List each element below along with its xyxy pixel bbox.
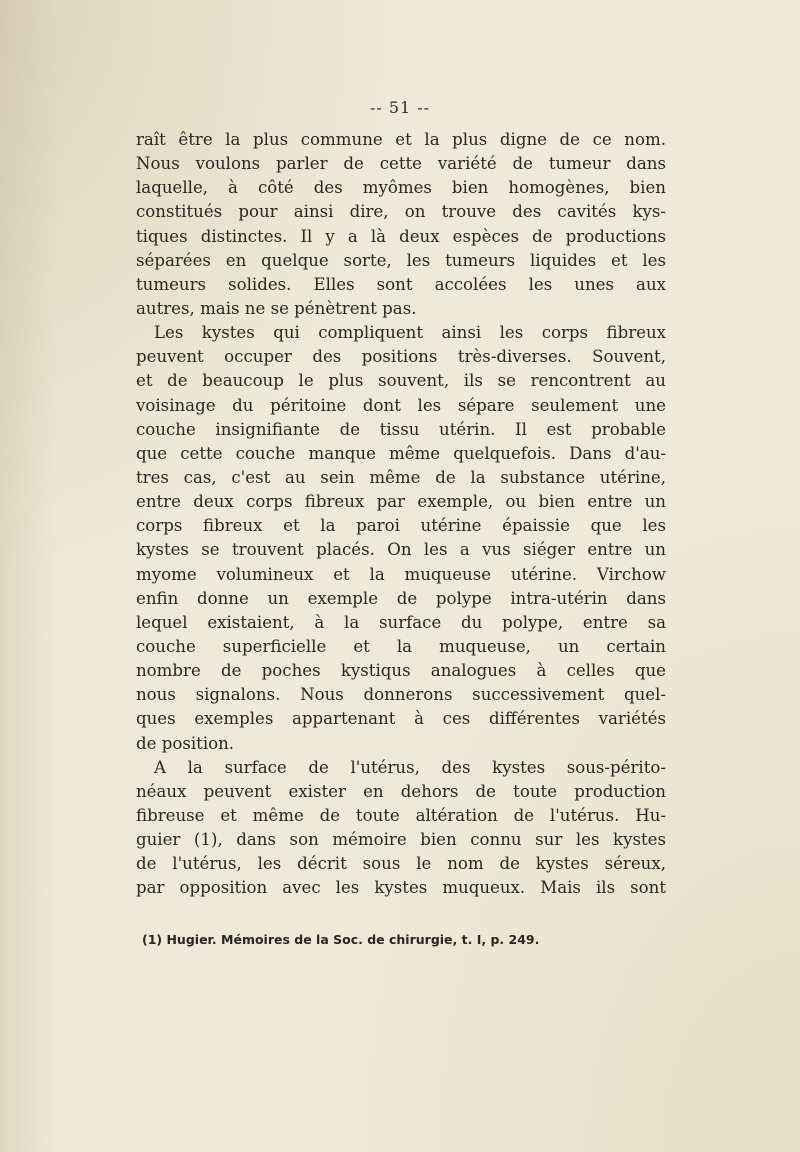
text-line: laquelle, à côté des myômes bien homogènes, bien [136, 178, 666, 198]
text-line: couche insignifiante de tissu utérin. Il est probable [136, 419, 666, 439]
text-line: raît être la plus commune et la plus digne de ce nom. [136, 130, 666, 149]
text-line: couche superficielle et la muqueuse, un certain [136, 636, 666, 656]
text-line: tres cas, c'est au sein même de la substance utérine, [136, 467, 666, 487]
text-line: enfin donne un exemple de polype intra-utérin dans [136, 588, 666, 608]
text-line: par opposition avec les kystes muqueux. Mais ils sont [136, 878, 666, 898]
text-line: autres, mais ne se pénètrent pas. [136, 298, 417, 318]
text-line: tiques distinctes. Il y a là deux espèces de productions [136, 226, 666, 246]
text-line: kystes se trouvent placés. On les a vus siéger entre un [136, 540, 666, 560]
text-line: voisinage du péritoine dont les sépare seulement une [136, 395, 666, 415]
text-line: corps fibreux et la paroi utérine épaissie que les [136, 516, 666, 536]
text-line: myome volumineux et la muqueuse utérine. Virchow [136, 564, 666, 584]
text-line: de l'utérus, les décrit sous le nom de kystes séreux, [136, 854, 666, 874]
text-line: entre deux corps fibreux par exemple, ou bien entre un [136, 492, 666, 512]
text-line: Nous voulons parler de cette variété de tumeur dans [136, 154, 666, 174]
text-line: séparées en quelque sorte, les tumeurs liquides et les [136, 250, 666, 270]
text-line: néaux peuvent exister en dehors de toute production [136, 781, 666, 801]
footnote: (1) Hugier. Mémoires de la Soc. de chirurgie, t. I, p. 249. [142, 932, 540, 947]
text-line: Les kystes qui compliquent ainsi les corps fibreux [154, 323, 666, 343]
text-line: constitués pour ainsi dire, on trouve des cavités kys- [136, 202, 666, 222]
text-line: de position. [136, 733, 235, 753]
text-line: nombre de poches kystiqus analogues à celles que [136, 661, 666, 681]
text-line: fibreuse et même de toute altération de l'utérus. Hu- [136, 805, 666, 825]
text-line: que cette couche manque même quelquefois. Dans d'au- [136, 443, 666, 463]
body-text [136, 128, 666, 901]
text-line: et de beaucoup le plus souvent, ils se rencontrent au [136, 371, 666, 391]
text-line: lequel existaient, à la surface du polype, entre sa [136, 612, 666, 632]
text-line: nous signalons. Nous donnerons successivement quel- [136, 685, 666, 705]
text-line: ques exemples appartenant à ces différentes variétés [136, 709, 666, 729]
text-line: A la surface de l'utérus, des kystes sous-périto- [154, 757, 666, 777]
text-line: peuvent occuper des positions très-diverses. Souvent, [136, 347, 666, 367]
text-line: tumeurs solides. Elles sont accolées les unes aux [136, 274, 666, 294]
text-line: guier (1), dans son mémoire bien connu sur les kystes [136, 830, 666, 850]
page-number: -- 51 -- [369, 98, 431, 117]
